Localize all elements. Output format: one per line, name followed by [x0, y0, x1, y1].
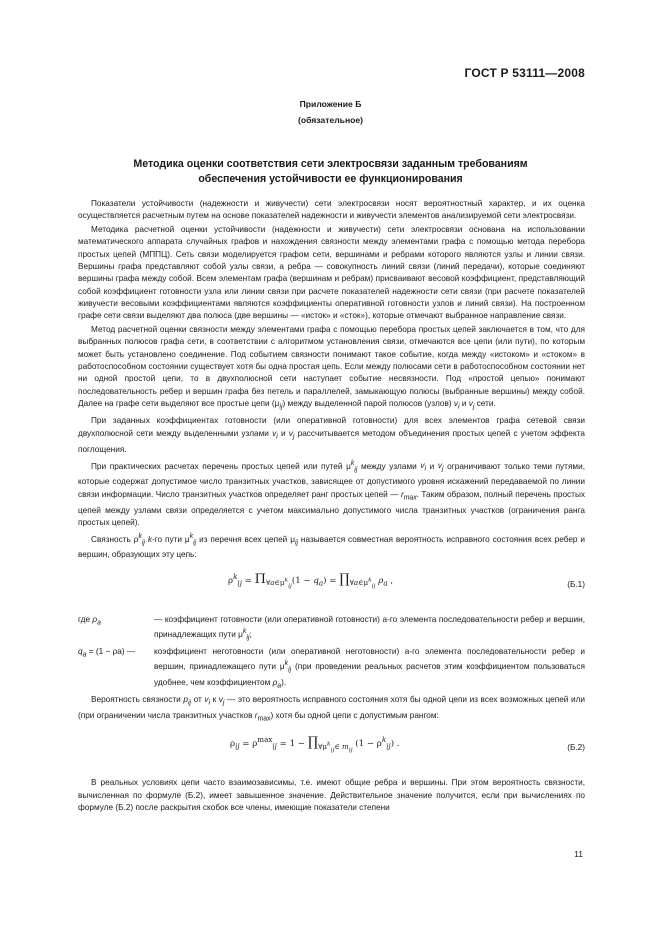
formula-b2	[78, 728, 585, 772]
formula-b2-number: (Б.2)	[567, 743, 585, 753]
paragraph-7: Вероятность связности $p_{ij}$ от $v_i$ к $v_j$ — это вероятность исправного состояния хотя бы одной цепи из всех возможных цепей или (при ограничении числа транзитных участков $r_{max}$) хотя бы одной цепи с допустимым рангом:	[78, 694, 585, 723]
formula-b2-expression: $\rho_{ij} = \rho^{max}_{ij} = 1$ − $\prod_{\forall\mu^k_{ij}\in m_{ij}}$ $(1 - \rho^k_{ij})$ .	[230, 735, 400, 754]
paragraph-6: Связность $\rho^k_{ij}$ k-го пути $\mu^k_{ij}$ из перечня всех цепей $\mu_{ij}$ называется совместная вероятность исправного состояния всех ребер и вершин, образующих эту цепь:	[78, 532, 586, 560]
section-title	[0, 157, 661, 187]
document-code: ГОСТ Р 53111—2008	[464, 66, 585, 80]
page-number: 11	[574, 849, 583, 859]
definition-rho-a: где $\rho_a$ — коэффициент готовности (или оперативной готовности) a-го элемента последовательности ребер и вершин, принадлежащих пути $\mu^k_{ij}$;	[78, 614, 585, 642]
formula-b1	[78, 565, 585, 609]
annex-title: Приложение Б	[299, 99, 362, 109]
title-line-2: обеспечения устойчивости ее функционирования	[198, 173, 463, 185]
definition-q-a: $q_a = (1 - \rho a)$ — коэффициент неготовности (или оперативной неготовности) a-го элемента последовательности ребер и вершин, принадлежащего пути $\mu^k_{ij}$ (при проведении реальных расчетов этим коэффициентом пользоваться удобнее, чем коэффициентом $\rho_a$).	[78, 646, 585, 690]
annex-status: (обязательное)	[297, 115, 364, 125]
annex-header	[0, 96, 661, 128]
paragraph-2: Методика расчетной оценки устойчивости (надежности и живучести) сети электросвязи основана на использовании математического аппарата случайных графов и нахождения связности между элементами графа с помощью метода перебора простых цепей (МППЦ). Сеть связи моделируется графом сети, вершинами и ребрами которого являются узлы и линии связи. Вершины графа представляют собой узлы связи, а ребра — совокупность линий связи (линий передачи), которые соединяют вершины графа между собой. Всем элементам графа (вершинам и ребрам) присваивают весовой коэффициент, представляющий собой коэффициент готовности узла или линии связи при расчете показателей надежности сети связи (при расчете показателей живучести весовыми коэффициентами являются коэффициенты оперативной готовности узлов и линий связи). На построенном графе сети связи выделяют два полюса (две вершины — «исток» и «сток»), которые отмечают выбранное направление связи.	[78, 225, 585, 321]
paragraph-4: При заданных коэффициентах готовности (или оперативной готовности) для всех элементов графа сетевой связи двухполюсной сети между выделенными узлами $v_i$ и $v_j$ рассчитывается методом объединения простых цепей с учетом эффекта поглощения.	[78, 416, 585, 454]
formula-b1-expression: $\rho^k_{ij} = \Pi_{\forall a\in\mu^k_{ij}}(1 - q_a)$ = $\prod_{\forall a\in\mu^k_{ij}}$ $\rho_a$ ,	[228, 571, 394, 590]
paragraph-1: Показатели устойчивости (надежности и живучести) сети электросвязи носят вероятностный характер, и их оценка осуществляется расчетным путем на основе показателей надежности и живучести элементов анализируемой сети электросвязи.	[78, 199, 585, 221]
definitions	[78, 614, 585, 693]
paragraph-5: При практических расчетах перечень простых цепей или путей $\mu^k_{ij}$ между узлами $v_i$ и $v_j$ ограничивают только теми путями, которые содержат допустимое число транзитных участков, зависящее от допустимого уровня искажений передаваемой по линии связи информации. Число транзитных участков определяет ранг простых цепей — $r_{max}$. Таким образом, полный перечень простых цепей между узлами связи определяется с учетом максимально допустимого числа транзитных участков (ограничения ранга простых цепей).	[78, 459, 586, 527]
paragraph-8: В реальных условиях цепи часто взаимозависимы, т.е. имеют общие ребра и вершины. При этом вероятность связности, вычисленная по формуле (Б.2), имеет завышенное значение. Действительное значение получится, если при вычислениях по формуле (Б.2) после раскрытия скобок все члены, имеющие показатели степени	[78, 778, 585, 813]
paragraph-3: Метод расчетной оценки связности между элементами графа с помощью перебора простых цепей заключается в том, что для выбранных полюсов графа сети, в соответствии с алгоритмом установления связи, отмечаются все цепи (или пути), по которым может быть установлено соединение. Под событием связности понимают такое событие, когда между «истоком» и «стоком» в работоспособном состоянии существует хотя бы одна простая цепь. Если между полюсами сети в работоспособном состоянии нет ни одной простой цепи, то в двухполюсной сети наступает событие несвязности. Под «простой цепью» понимают последовательность ребер и вершин графа без петель и параллелей, замыкающую полюсы (выбранные вершины) между собой. Далее на графе сети выделяют все простые цепи $(\mu_{ij})$ между выделенной парой полюсов (узлов) $v_i$ и $v_j$ сети.	[78, 325, 585, 411]
formula-b1-number: (Б.1)	[567, 579, 585, 589]
title-line-1: Методика оценки соответствия сети электросвязи заданным требованиям	[133, 158, 528, 170]
body-text	[78, 198, 585, 816]
